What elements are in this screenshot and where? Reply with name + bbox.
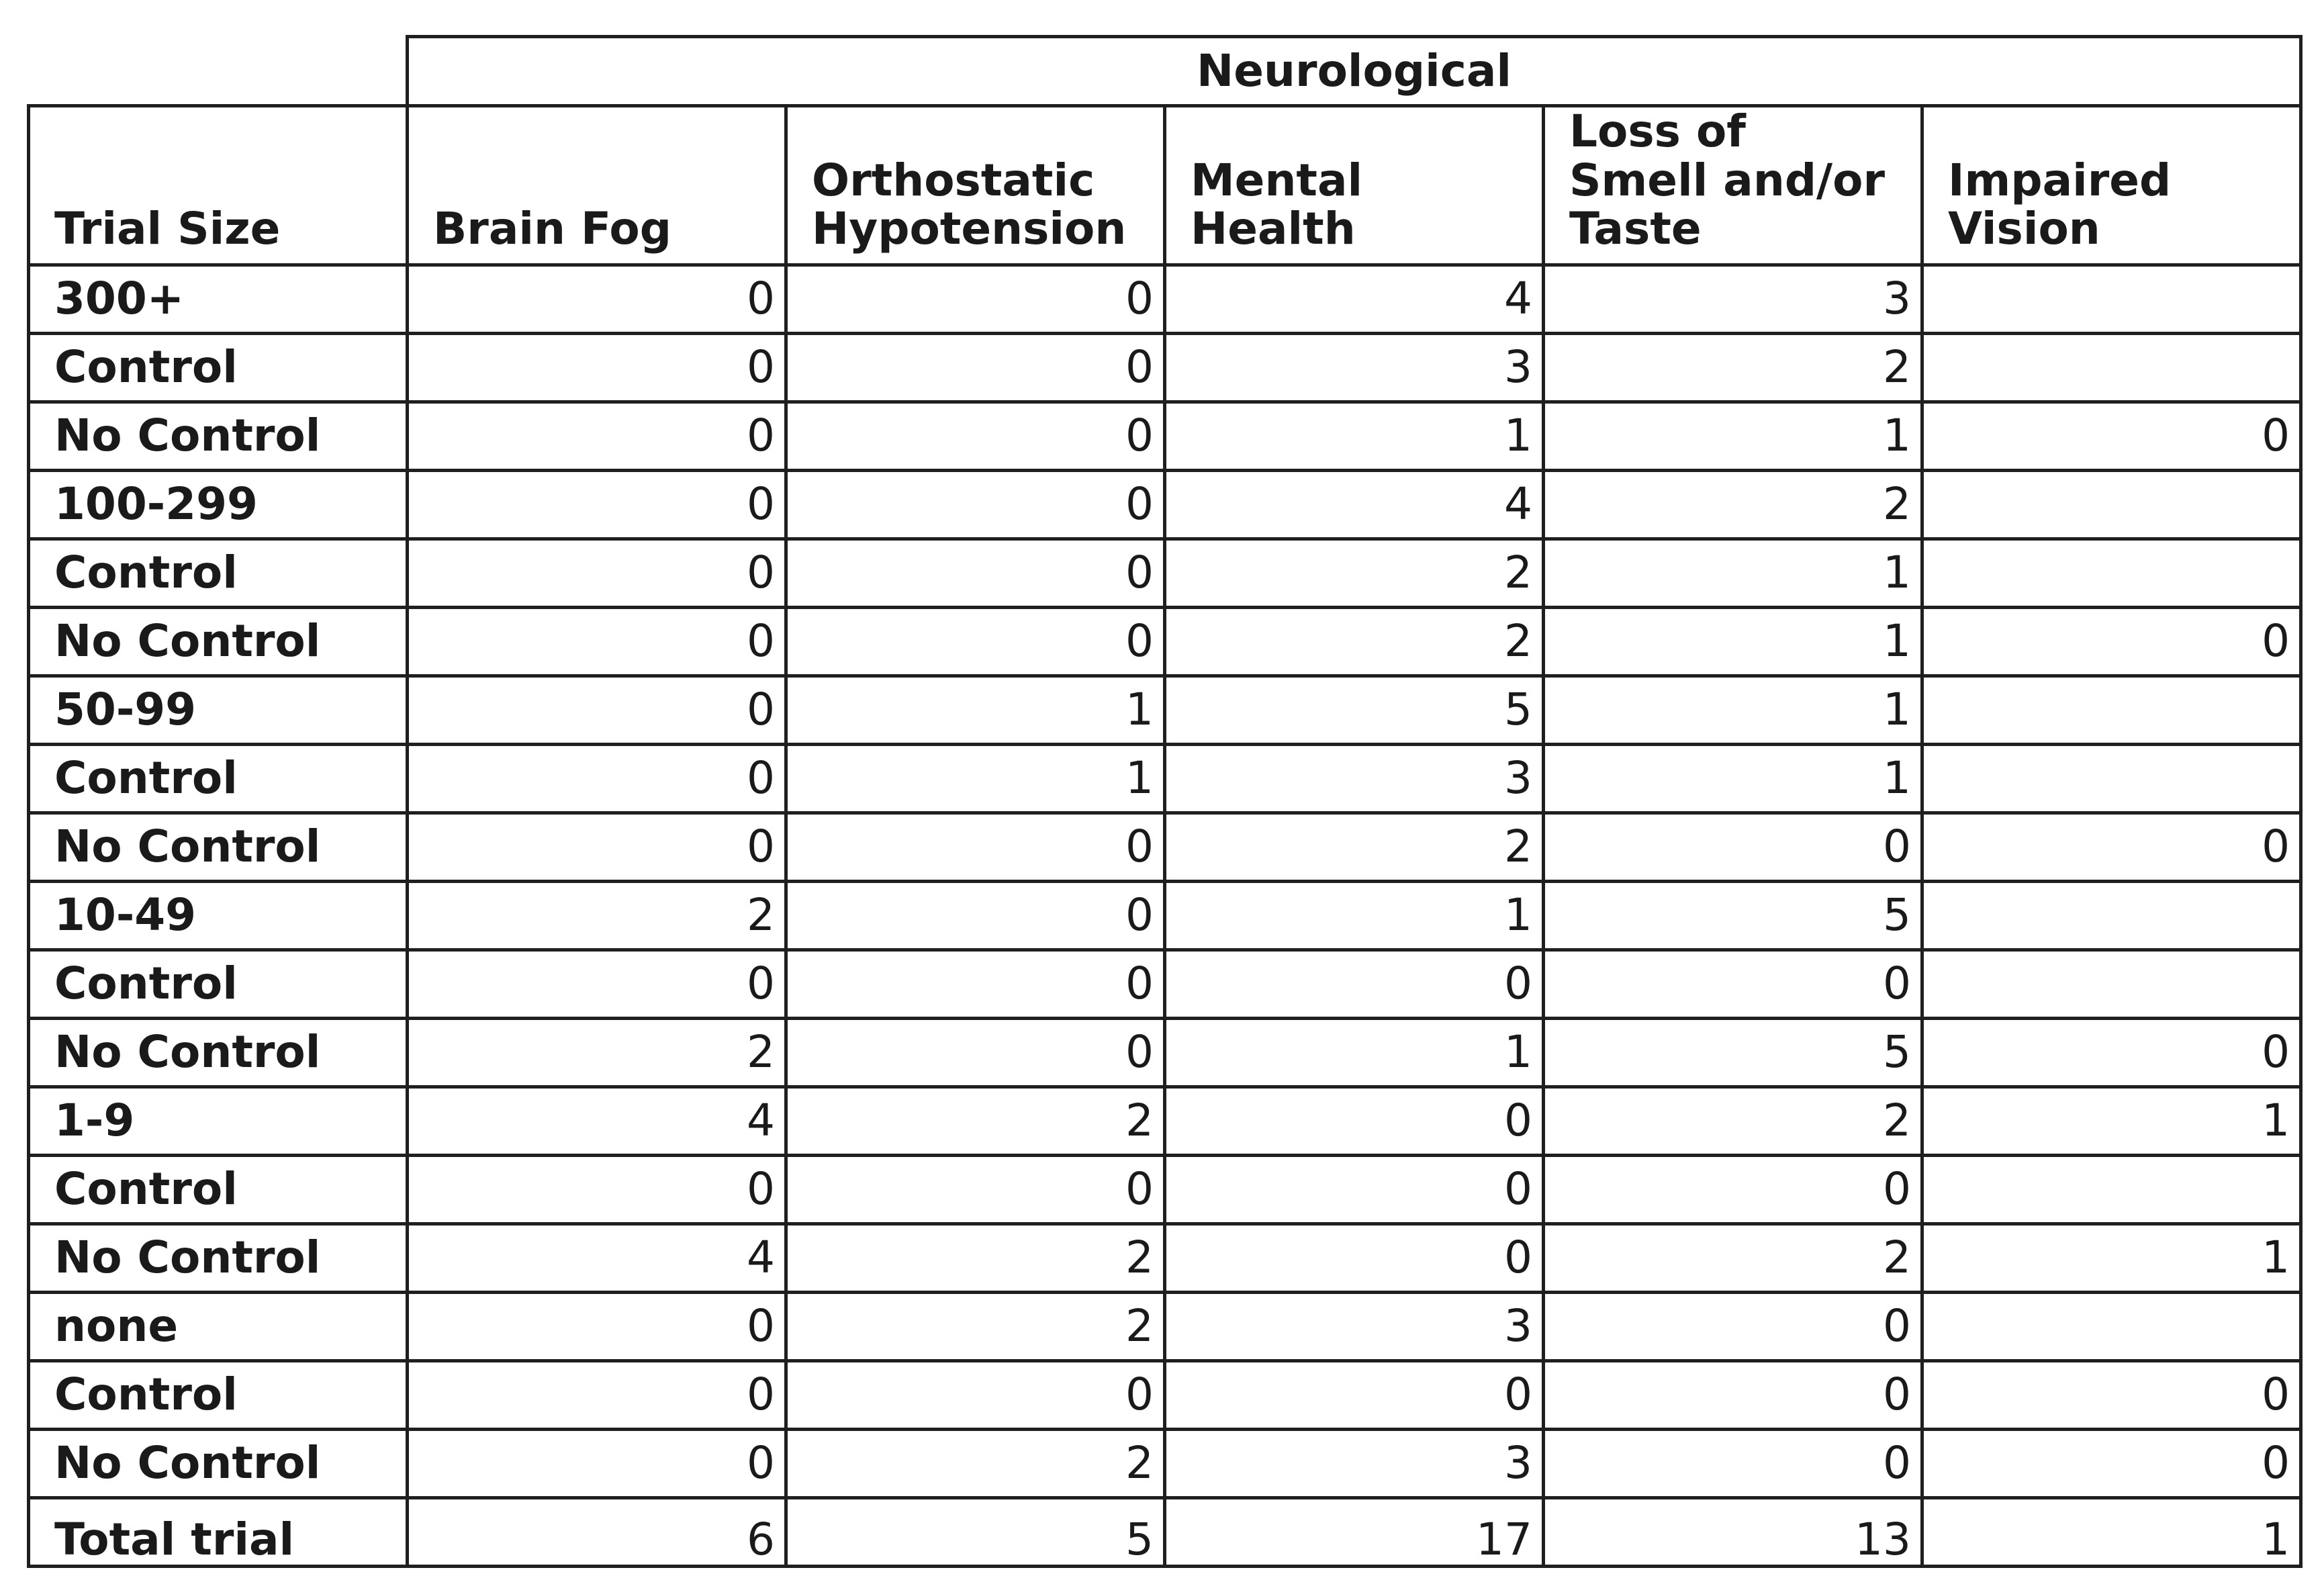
cell-orthostatic-hypotension: 0: [786, 333, 1165, 402]
cell-impaired-vision: 0: [1922, 813, 2301, 881]
table-row: [29, 676, 2301, 744]
cell-mental-health: 0: [1165, 1223, 1544, 1292]
cell-mental-health: 0: [1165, 1086, 1544, 1155]
column-header-mental-health: Mental Health: [1165, 106, 1544, 265]
cell-loss-of-smell-taste: 1: [1544, 607, 1922, 676]
table-row: [29, 881, 2301, 950]
cell-mental-health: 5: [1165, 676, 1544, 744]
cell-brain-fog: 0: [408, 333, 786, 402]
cell-impaired-vision: 0: [1922, 1018, 2301, 1086]
cell-impaired-vision: [1922, 539, 2301, 607]
cell-orthostatic-hypotension: 0: [786, 950, 1165, 1018]
row-label: Control: [29, 1155, 408, 1223]
cell-mental-health: 3: [1165, 1429, 1544, 1497]
cell-orthostatic-hypotension: 1: [786, 744, 1165, 813]
cell-mental-health: 1: [1165, 1018, 1544, 1086]
cell-loss-of-smell-taste: 1: [1544, 539, 1922, 607]
row-label: 1-9: [29, 1086, 408, 1155]
row-label: Control: [29, 1360, 408, 1429]
cell-orthostatic-hypotension: 0: [786, 1155, 1165, 1223]
cell-orthostatic-hypotension: 0: [786, 539, 1165, 607]
table-row: [29, 1018, 2301, 1086]
column-header-brain-fog: Brain Fog: [408, 106, 786, 265]
row-label: 300+: [29, 265, 408, 333]
group-header-row: [29, 37, 2301, 106]
cell-impaired-vision: [1922, 265, 2301, 333]
cell-orthostatic-hypotension: 2: [786, 1086, 1165, 1155]
cell-mental-health: 0: [1165, 1155, 1544, 1223]
column-header-orthostatic-hypotension: Orthostatic Hypotension: [786, 106, 1165, 265]
cell-brain-fog: 0: [408, 402, 786, 470]
row-label: Total trial: [29, 1497, 408, 1566]
cell-impaired-vision: 1: [1922, 1086, 2301, 1155]
cell-brain-fog: 0: [408, 470, 786, 539]
table-row: [29, 1086, 2301, 1155]
table-row: [29, 813, 2301, 881]
cell-impaired-vision: [1922, 950, 2301, 1018]
cell-orthostatic-hypotension: 0: [786, 1018, 1165, 1086]
cell-mental-health: 0: [1165, 1360, 1544, 1429]
row-label: No Control: [29, 607, 408, 676]
cell-loss-of-smell-taste: 13: [1544, 1497, 1922, 1566]
cell-brain-fog: 0: [408, 1292, 786, 1360]
column-header-loss-of-smell-taste: Loss of Smell and/or Taste: [1544, 106, 1922, 265]
cell-mental-health: 2: [1165, 607, 1544, 676]
row-label: Control: [29, 950, 408, 1018]
cell-loss-of-smell-taste: 0: [1544, 1429, 1922, 1497]
cell-brain-fog: 0: [408, 607, 786, 676]
cell-loss-of-smell-taste: 2: [1544, 1223, 1922, 1292]
cell-impaired-vision: [1922, 470, 2301, 539]
cell-brain-fog: 0: [408, 950, 786, 1018]
cell-loss-of-smell-taste: 1: [1544, 402, 1922, 470]
total-row: [29, 1497, 2301, 1566]
cell-loss-of-smell-taste: 2: [1544, 470, 1922, 539]
row-label: Control: [29, 744, 408, 813]
row-label: No Control: [29, 402, 408, 470]
table-row: [29, 1223, 2301, 1292]
cell-brain-fog: 0: [408, 1155, 786, 1223]
cell-loss-of-smell-taste: 0: [1544, 950, 1922, 1018]
cell-impaired-vision: [1922, 744, 2301, 813]
cell-loss-of-smell-taste: 0: [1544, 1292, 1922, 1360]
cell-orthostatic-hypotension: 0: [786, 265, 1165, 333]
cell-brain-fog: 0: [408, 676, 786, 744]
table-row: [29, 539, 2301, 607]
table-row: [29, 1429, 2301, 1497]
cell-impaired-vision: [1922, 881, 2301, 950]
cell-mental-health: 3: [1165, 744, 1544, 813]
cell-loss-of-smell-taste: 1: [1544, 744, 1922, 813]
table-row: [29, 1292, 2301, 1360]
cell-loss-of-smell-taste: 0: [1544, 1360, 1922, 1429]
table-body: [29, 265, 2301, 1566]
row-label: No Control: [29, 1018, 408, 1086]
cell-brain-fog: 2: [408, 881, 786, 950]
column-header-row: [29, 106, 2301, 265]
cell-loss-of-smell-taste: 0: [1544, 1155, 1922, 1223]
cell-impaired-vision: [1922, 676, 2301, 744]
row-label: 100-299: [29, 470, 408, 539]
cell-brain-fog: 2: [408, 1018, 786, 1086]
table-row: [29, 402, 2301, 470]
column-header-impaired-vision: Impaired Vision: [1922, 106, 2301, 265]
row-label: none: [29, 1292, 408, 1360]
cell-mental-health: 3: [1165, 1292, 1544, 1360]
cell-loss-of-smell-taste: 3: [1544, 265, 1922, 333]
cell-mental-health: 17: [1165, 1497, 1544, 1566]
table-row: [29, 1360, 2301, 1429]
neurological-table: [27, 35, 2303, 1568]
row-label: 10-49: [29, 881, 408, 950]
blank-corner-cell: [29, 37, 408, 106]
cell-mental-health: 1: [1165, 402, 1544, 470]
cell-impaired-vision: 0: [1922, 1360, 2301, 1429]
row-label: Control: [29, 333, 408, 402]
cell-orthostatic-hypotension: 0: [786, 881, 1165, 950]
cell-orthostatic-hypotension: 0: [786, 813, 1165, 881]
cell-brain-fog: 4: [408, 1086, 786, 1155]
cell-loss-of-smell-taste: 2: [1544, 333, 1922, 402]
cell-impaired-vision: 0: [1922, 1429, 2301, 1497]
column-header-trial-size: Trial Size: [29, 106, 408, 265]
table-row: [29, 333, 2301, 402]
cell-mental-health: 1: [1165, 881, 1544, 950]
cell-impaired-vision: 0: [1922, 402, 2301, 470]
cell-orthostatic-hypotension: 0: [786, 470, 1165, 539]
table-row: [29, 744, 2301, 813]
cell-orthostatic-hypotension: 0: [786, 1360, 1165, 1429]
cell-mental-health: 3: [1165, 333, 1544, 402]
cell-loss-of-smell-taste: 0: [1544, 813, 1922, 881]
table-row: [29, 1155, 2301, 1223]
cell-brain-fog: 6: [408, 1497, 786, 1566]
cell-brain-fog: 4: [408, 1223, 786, 1292]
cell-orthostatic-hypotension: 0: [786, 607, 1165, 676]
cell-mental-health: 2: [1165, 813, 1544, 881]
cell-orthostatic-hypotension: 2: [786, 1292, 1165, 1360]
table-row: [29, 265, 2301, 333]
row-label: 50-99: [29, 676, 408, 744]
cell-orthostatic-hypotension: 1: [786, 676, 1165, 744]
cell-loss-of-smell-taste: 1: [1544, 676, 1922, 744]
table-row: [29, 950, 2301, 1018]
cell-impaired-vision: 1: [1922, 1223, 2301, 1292]
cell-brain-fog: 0: [408, 1360, 786, 1429]
group-title: Neurological: [408, 37, 2301, 106]
cell-impaired-vision: [1922, 1155, 2301, 1223]
cell-loss-of-smell-taste: 5: [1544, 1018, 1922, 1086]
cell-loss-of-smell-taste: 5: [1544, 881, 1922, 950]
cell-orthostatic-hypotension: 5: [786, 1497, 1165, 1566]
cell-brain-fog: 0: [408, 813, 786, 881]
cell-mental-health: 0: [1165, 950, 1544, 1018]
row-label: No Control: [29, 1429, 408, 1497]
cell-impaired-vision: [1922, 333, 2301, 402]
row-label: No Control: [29, 1223, 408, 1292]
cell-brain-fog: 0: [408, 744, 786, 813]
cell-brain-fog: 0: [408, 539, 786, 607]
cell-loss-of-smell-taste: 2: [1544, 1086, 1922, 1155]
cell-impaired-vision: 1: [1922, 1497, 2301, 1566]
table-row: [29, 607, 2301, 676]
cell-orthostatic-hypotension: 2: [786, 1223, 1165, 1292]
cell-brain-fog: 0: [408, 265, 786, 333]
cell-mental-health: 2: [1165, 539, 1544, 607]
cell-orthostatic-hypotension: 2: [786, 1429, 1165, 1497]
row-label: Control: [29, 539, 408, 607]
table-row: [29, 470, 2301, 539]
cell-mental-health: 4: [1165, 265, 1544, 333]
cell-impaired-vision: [1922, 1292, 2301, 1360]
row-label: No Control: [29, 813, 408, 881]
cell-impaired-vision: 0: [1922, 607, 2301, 676]
cell-orthostatic-hypotension: 0: [786, 402, 1165, 470]
cell-brain-fog: 0: [408, 1429, 786, 1497]
cell-mental-health: 4: [1165, 470, 1544, 539]
